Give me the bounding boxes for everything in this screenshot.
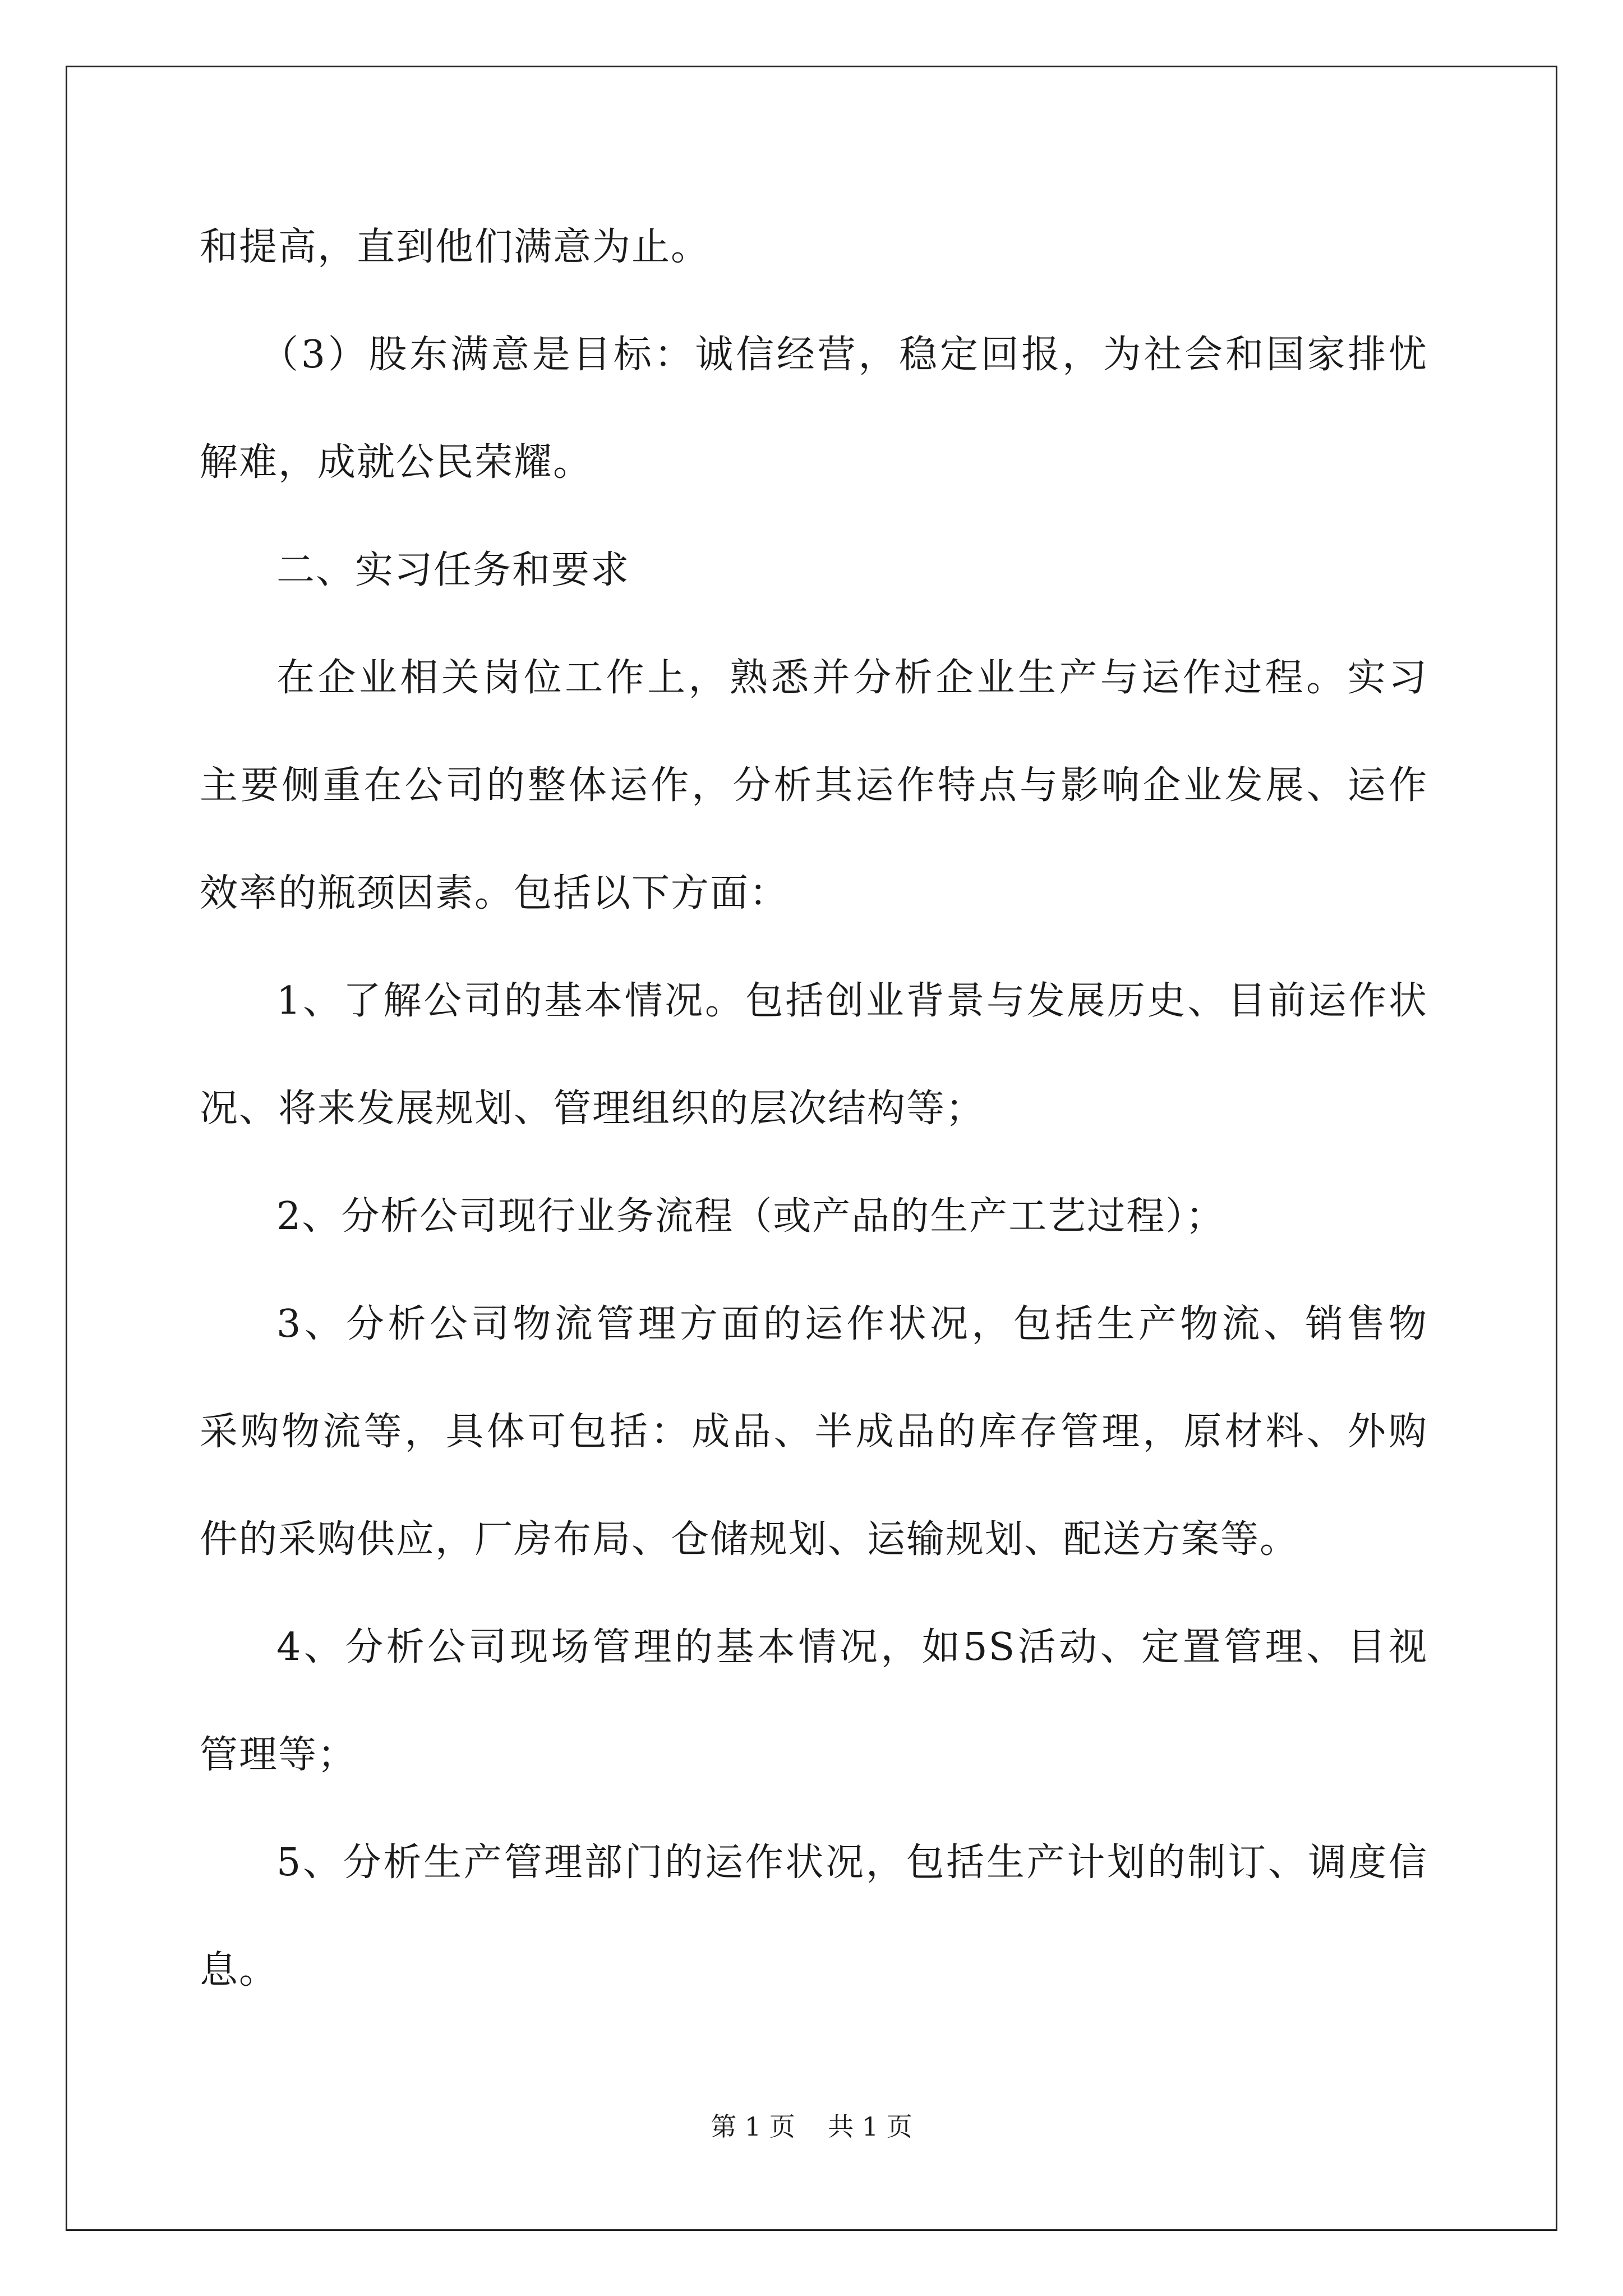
text-line: （3）股东满意是目标：诚信经营，稳定回报，为社会和国家排忧 <box>260 333 1428 377</box>
list-item: 5、分析生产管理部门的运作状况，包括生产计划的制订、调度信 <box>276 1841 1428 1885</box>
page-number-footer: 第 1 页 共 1 页 <box>711 2111 912 2142</box>
text-line: 效率的瓶颈因素。包括以下方面： <box>200 871 789 915</box>
text-line: 在企业相关岗位工作上，熟悉并分析企业生产与运作过程。实习 <box>276 656 1428 700</box>
text-line: 管理等； <box>200 1733 357 1777</box>
text-line: 采购物流等，具体可包括：成品、半成品的库存管理，原材料、外购 <box>200 1410 1428 1454</box>
text-line: 解难，成就公民荣耀。 <box>200 440 593 485</box>
section-heading: 二、实习任务和要求 <box>276 548 630 592</box>
text-line: 主要侧重在公司的整体运作，分析其运作特点与影响企业发展、运作 <box>200 763 1428 808</box>
list-item: 4、分析公司现场管理的基本情况，如5S活动、定置管理、目视 <box>276 1625 1428 1669</box>
text-line: 件的采购供应，厂房布局、仓储规划、运输规划、配送方案等。 <box>200 1517 1299 1562</box>
text-line: 况、将来发展规划、管理组织的层次结构等； <box>200 1087 985 1131</box>
text-line: 和提高，直到他们满意为止。 <box>200 225 711 269</box>
list-item: 2、分析公司现行业务流程（或产品的生产工艺过程）； <box>276 1194 1225 1239</box>
list-item: 3、分析公司物流管理方面的运作状况，包括生产物流、销售物 <box>276 1302 1428 1346</box>
list-item: 1、了解公司的基本情况。包括创业背景与发展历史、目前运作状 <box>276 979 1428 1023</box>
text-line: 息。 <box>200 1948 279 1993</box>
document-body <box>200 194 1428 2024</box>
